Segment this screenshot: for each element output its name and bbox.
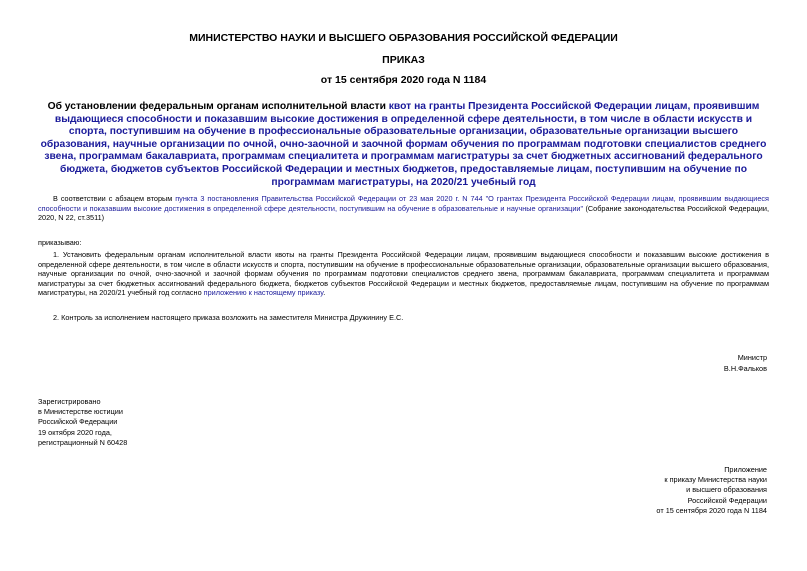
preamble-paragraph — [38, 194, 769, 223]
appendix-line: Российской Федерации — [687, 495, 767, 505]
ordered-label: приказываю: — [38, 238, 82, 247]
registration-line: Зарегистрировано — [38, 397, 101, 406]
appendix-line: и высшего образования — [686, 485, 767, 495]
signature-block — [724, 352, 767, 374]
appendix-line: от 15 сентября 2020 года N 1184 — [656, 505, 767, 515]
signature-position: Министр — [737, 353, 767, 362]
appendix-block — [656, 465, 767, 516]
ministry-heading: МИНИСТЕРСТВО НАУКИ И ВЫСШЕГО ОБРАЗОВАНИЯ РОССИЙСКОЙ ФЕДЕРАЦИИ — [189, 32, 618, 44]
doc-type-heading: ПРИКАЗ — [382, 54, 425, 66]
decree-link[interactable]: пункта 3 постановления Правительства Российской Федерации от 23 мая 2020 г. N 744 "О грантах Президента Российской Федерации лицам, проявившим выдающиеся способности и показавшим высокие достижения в определенной сфере деятельности, поступившим на обучение в образовательные и научные организации" — [38, 194, 769, 213]
appendix-line: Приложение — [724, 465, 767, 474]
registration-line: регистрационный N 60428 — [38, 437, 128, 447]
registration-block — [38, 397, 127, 448]
clause-1-end: . — [323, 288, 326, 298]
appendix-line: к приказу Министерства науки — [664, 475, 767, 485]
signature-name: В.Н.Фальков — [723, 364, 767, 373]
clause-1-paragraph — [38, 250, 769, 298]
registration-line: 19 октября 2020 года, — [38, 427, 112, 437]
title-prefix: Об установлении федеральным органам исполнительной власти — [47, 101, 389, 112]
clause-1-text: 1. Установить федеральным органам исполнительной власти квоты на гранты Президента Российской Федерации лицам, проявившим выдающиеся способности и показавшим высокие достижения в определенной сфере деятельности, в том числе в области искусств и спорта, поступившим на обучение в профессиональные образовательные организации, образовательные организации высшего образования, научные организации по очной, очно-заочной и заочной формам обучения по программам подготовки специалистов среднего звена, программам бакалавриата, программам специалитета и программам магистратуры за счет бюджетных ассигнований федерального бюджета, бюджетов субъектов Российской Федерации и местных бюджетов, предоставляемые лицам, поступившим на обучение по программам магистратуры, на 2020/21 учебный год согласно — [38, 250, 769, 298]
date-number-heading: от 15 сентября 2020 года N 1184 — [320, 74, 487, 86]
document-title — [38, 101, 769, 189]
registration-line: в Министерстве юстиции — [38, 407, 123, 417]
preamble-end: (Собрание законодательства Российской Федерации, 2020, N 22, ст.3511) — [38, 203, 769, 223]
clause-2-paragraph: 2. Контроль за исполнением настоящего приказа возложить на заместителя Министра Дружинину Е.С. — [53, 313, 404, 322]
preamble-start: В соответствии с абзацем вторым — [53, 194, 176, 203]
registration-line: Российской Федерации — [38, 417, 118, 427]
title-link[interactable]: квот на гранты Президента Российской Федерации лицам, проявившим выдающиеся способности и показавшим высокие достижения в определенной сфере деятельности, в том числе в области искусств и спорта, поступившим на обучение в профессиональные образовательные организации, образовательные организации высшего образования, научные организации по очной, очно-заочной и заочной формам обучения по программам подготовки специалистов среднего звена, программам бакалавриата, программам специалитета и программам магистратуры за счет бюджетных ассигнований федерального бюджета, бюджетов субъектов Российской Федерации и местных бюджетов, предоставляемые лицам, поступившим на обучение по программам магистратуры, на 2020/21 учебный год — [40, 101, 767, 188]
appendix-link[interactable]: приложению к настоящему приказу — [203, 288, 324, 298]
